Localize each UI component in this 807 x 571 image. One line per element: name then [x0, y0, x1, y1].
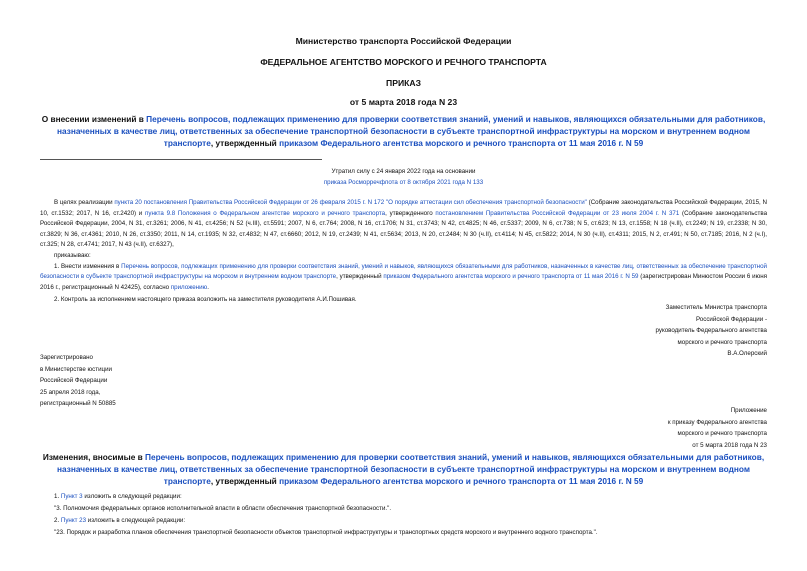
status-note [0, 167, 807, 188]
body-text: . [207, 283, 209, 291]
changes-title-link-list[interactable]: Перечень вопросов, подлежащих применению для проверки соответствия знаний, умений и навыков, являющихся обязательными для работников, назначенных в качестве лиц, ответственных за обеспечение транспортной безопасности в субъекте транспортной инфраструктуры на морском и внутреннем водном транспорте [57, 452, 765, 486]
ministry-name: Министерство транспорта Российской Федерации [295, 36, 512, 46]
appendix-line: от 5 марта 2018 года N 23 [692, 441, 767, 449]
order-body [40, 198, 767, 306]
registration-line: в Министерстве юстиции [40, 365, 113, 373]
changes-list [40, 491, 767, 539]
body-text: В целях реализации [54, 199, 115, 206]
signature-line: В.А.Олерский [727, 350, 767, 357]
appendix-block [668, 405, 767, 451]
body-text: 1. Внести изменения в [54, 262, 122, 270]
change-item-1 [40, 491, 767, 503]
signature-line: руководитель Федерального агентства [655, 327, 767, 334]
registration-line: Российской Федерации [40, 377, 108, 384]
registration-line: регистрационный N 50885 [40, 400, 116, 407]
signature-line: Российской Федерации - [695, 315, 767, 323]
status-link-repeal-order[interactable]: приказа Росморречфлота от 8 октября 2021 года N 133 [323, 178, 484, 186]
appendix-line: к приказу Федерального агентства [667, 418, 767, 426]
body-paragraph-1 [40, 198, 767, 251]
link-point-23[interactable]: Пункт 23 [60, 517, 87, 524]
body-text: (Собрание законодательства Российской Федерации, 2004, N 31, ст.3261; 2006, N 41, ст.4256; N 52 (ч.III), ст.5591; 2007, N 6, ст.764; 2008, N 16, ст.1706; N 31, ст.3743; N 42, ст.4825; N 46, ст.5337; 2009, N 6, ст.738; N 5, ст.623; N 13, ст.1558; N 18 (ч.II), ст.2249; N 19, ст.2338; N 30, ст.3829; N 36, ст.4361; 2010, N 26, ст.3350; 2011, N 14, ст.1935; N 32, ст.4832; N 47, ст.6660; 2012, N 19, ст.2439; N 41, ст.5634; 2013, N 20, ст.2484; N 30 (ч.II), ст.4114; N 45, ст.5822; 2014, N 30 (ч.II), ст.4311; 2015, N 2, ст.491; N 50, ст.7185; 2016, N 2 (ч.I), ст.325; N 28, ст.4741; 2017, N 43 (ч.II), ст.6327), [40, 209, 768, 249]
agency-name: ФЕДЕРАЛЬНОЕ АГЕНТСТВО МОРСКОГО И РЕЧНОГО ТРАНСПОРТА [260, 57, 547, 67]
appendix-line: морского и речного транспорта [677, 430, 767, 437]
title-link-list[interactable]: Перечень вопросов, подлежащих применению для проверки соответствия знаний, умений и навыков, являющихся обязательными для работников, назначенных в качестве лиц, ответственных за обеспечение транспортной безопасности в субъекте транспортной инфраструктуры на морском и внутреннем водном транспорте [57, 114, 766, 148]
registration-line: Зарегистрировано [40, 354, 93, 361]
body-text: , утвержденного [385, 209, 436, 217]
link-point-3[interactable]: Пункт 3 [60, 493, 83, 500]
title-mid: , утвержденный [210, 138, 280, 148]
status-line-1: Утратил силу с 24 января 2022 года на основании [331, 168, 476, 175]
registration-block [40, 352, 116, 410]
changes-title-mid: , утвержденный [210, 476, 280, 486]
body-text: , утвержденный [336, 273, 384, 281]
divider [40, 159, 322, 160]
body-paragraph-2: приказываю: [54, 251, 91, 259]
link-appendix[interactable]: приложению [170, 283, 208, 291]
change-text: изложить в следующей редакции: [82, 493, 182, 500]
change-item-2 [40, 515, 767, 527]
link-regulation-9-8[interactable]: пункта 9.8 Положения о Федеральном агентстве морского и речного транспорта [145, 209, 386, 217]
appendix-line: Приложение [730, 407, 767, 414]
order-title [40, 113, 767, 149]
change-number: 1. [54, 493, 61, 500]
change-item-1-text: "3. Полномочия федеральных органов исполнительной власти в области обеспечения транспортной безопасности.". [54, 505, 392, 512]
body-text: (зарегистрирован Минюстом России 6 июня 2016 г., регистрационный N 42425), согласно [40, 273, 767, 291]
title-prefix: О внесении изменений в [41, 114, 147, 124]
title-link-order[interactable]: приказом Федерального агентства морского и речного транспорта от 11 мая 2016 г. N 59 [279, 138, 644, 148]
changes-title [40, 451, 767, 487]
changes-title-prefix: Изменения, вносимые в [42, 452, 146, 462]
signature-line: морского и речного транспорта [677, 338, 767, 346]
changes-title-link-order[interactable]: приказом Федерального агентства морского и речного транспорта от 11 мая 2016 г. N 59 [279, 476, 644, 486]
registration-line: 25 апреля 2018 года, [40, 388, 101, 396]
body-paragraph-4: 2. Контроль за исполнением настоящего приказа возложить на заместителя руководителя А.И.Пошивая. [54, 296, 357, 304]
body-text: (Собрание законодательства Российской Федерации, 2015, N 10, ст.1532; 2017, N 16, ст.2420) и [40, 199, 767, 217]
link-question-list[interactable]: Перечень вопросов, подлежащих применению для проверки соответствия знаний, умений и навыков, являющихся обязательными для работников, назначенных в качестве лиц, ответственных за обеспечение транспортной безопасности в субъекте транспортной инфраструктуры на морском и внутреннем водном транспорте [40, 262, 767, 281]
signature-block [655, 302, 767, 360]
doc-date-number: от 5 марта 2018 года N 23 [349, 97, 458, 107]
link-resolution-172[interactable]: пункта 20 постановления Правительства Российской Федерации от 26 февраля 2015 г. N 172 "О порядке аттестации сил обеспечения транспортной безопасности" [114, 199, 587, 206]
body-paragraph-3 [40, 262, 767, 294]
change-number: 2. [54, 517, 61, 524]
link-resolution-371[interactable]: постановлением Правительства Российской Федерации от 23 июля 2004 г. N 371 [435, 209, 680, 217]
change-item-2-text: "23. Порядок и разработка планов обеспечения транспортной безопасности объектов транспортной инфраструктуры и транспортных средств морского и внутреннего водного транспорта.". [54, 529, 598, 536]
change-text: изложить в следующей редакции: [86, 517, 186, 524]
link-order-59[interactable]: приказом Федерального агентства морского и речного транспорта от 11 мая 2016 г. N 59 [383, 273, 639, 281]
signature-line: Заместитель Министра транспорта [665, 304, 767, 311]
doc-type: ПРИКАЗ [386, 78, 421, 88]
